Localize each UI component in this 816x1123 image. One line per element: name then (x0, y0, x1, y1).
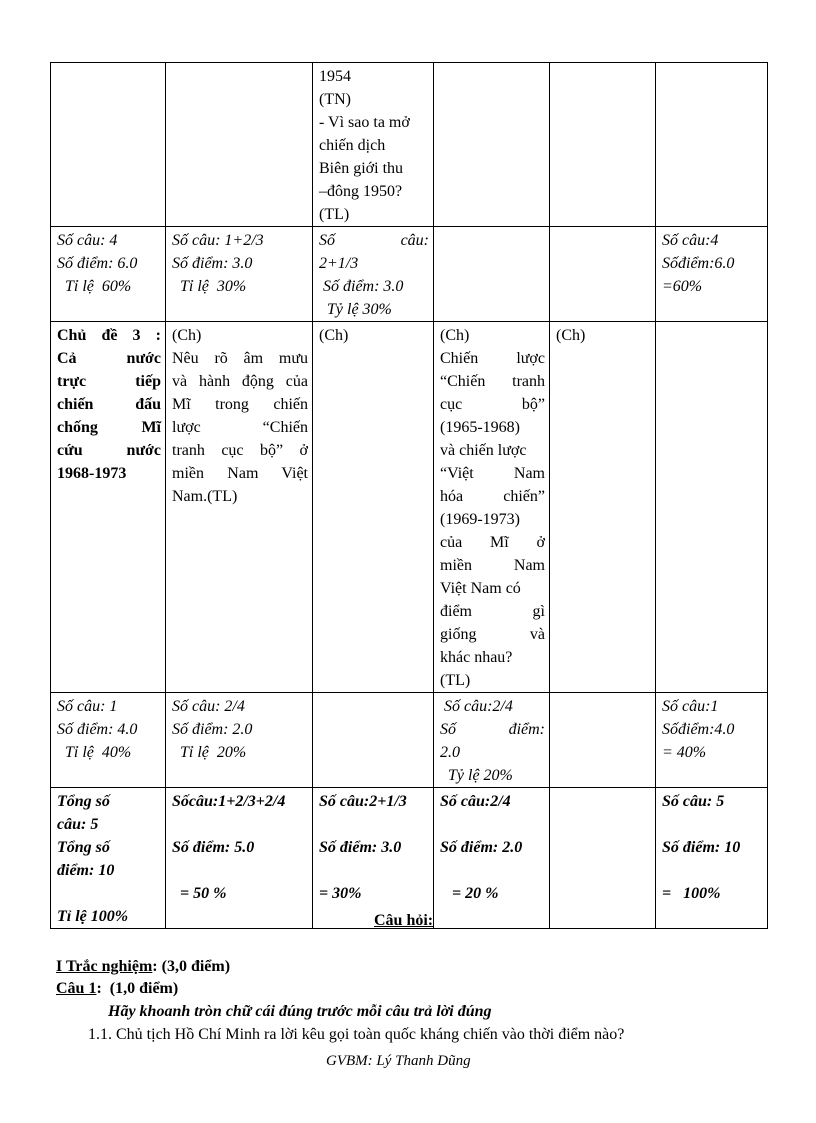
text-line: =60% (662, 278, 703, 295)
cell-summary-van-dung-thap (434, 227, 550, 322)
cell-summary-topic (51, 227, 166, 322)
text-line: (Ch) (319, 327, 349, 344)
text-line: (Ch) (556, 327, 586, 344)
cell-total-nhan-biet (166, 788, 313, 929)
text-line: lược “Chiến (172, 419, 308, 436)
spacer (319, 859, 429, 882)
question-1-label: Câu 1 (56, 980, 97, 997)
text-line: Số câu: (319, 232, 429, 249)
text-line: Số câu: 5 (662, 793, 725, 810)
cell-cong (656, 63, 768, 227)
text-line: khác nhau? (440, 649, 513, 666)
text-line: Số câu: 4 (57, 232, 118, 249)
text-line: 2+1/3 (319, 255, 359, 272)
text-line: (1969-1973) (440, 511, 520, 528)
question-1-instruction: Hãy khoanh tròn chữ cái đúng trước mỗi câu trả lời đúng (108, 1003, 492, 1020)
text-line: = 100% (662, 885, 721, 902)
cell-topic-3-cong (656, 322, 768, 693)
cell-thong-hieu (313, 63, 434, 227)
text-line: tranh cục bộ” ở (172, 442, 308, 459)
text-line: Chiến lược (440, 350, 545, 367)
text-line: Nêu rõ âm mưu (172, 350, 308, 367)
text-line: Số điểm: 6.0 (57, 255, 138, 272)
text-line: = 20 % (440, 885, 499, 902)
text-line: Số điểm: 4.0 (57, 721, 138, 738)
text-line: “Việt Nam (440, 465, 545, 482)
cell-summary-topic (51, 693, 166, 788)
text-line: Số câu: 1+2/3 (172, 232, 264, 249)
text-line: “Chiến tranh (440, 373, 545, 390)
text-line: Sốđiểm:6.0 (662, 255, 735, 272)
cell-nhan-biet (166, 63, 313, 227)
cell-total-van-dung-thap (434, 788, 550, 929)
cell-topic-3-title (51, 322, 166, 693)
text-line: Số câu: 2/4 (172, 698, 245, 715)
text-line: điểm: 10 (57, 862, 115, 879)
cell-summary-van-dung-cao (550, 227, 656, 322)
text-line: Số câu:2/4 (440, 793, 511, 810)
cell-topic (51, 63, 166, 227)
spacer (662, 813, 763, 836)
text-line: Cả nước (57, 350, 161, 367)
section-1-title-underlined: I Trắc nghiệm (56, 958, 153, 975)
text-line: Tỉ lệ 20% (172, 744, 247, 761)
table-row-continuation (51, 63, 768, 227)
cell-summary-van-dung-thap (434, 693, 550, 788)
text-line: cứu nước (57, 442, 161, 459)
spacer (662, 859, 763, 882)
spacer (172, 813, 308, 836)
text-line: (TN) (319, 91, 351, 108)
text-line: Số câu:2+1/3 (319, 793, 407, 810)
text-line: chống Mĩ (57, 419, 161, 436)
questions-heading: Câu hỏi: (374, 912, 434, 929)
footer-author: GVBM: Lý Thanh Dũng (326, 1053, 471, 1069)
cell-topic-3-nhan-biet (166, 322, 313, 693)
text-line: (1965-1968) (440, 419, 520, 436)
cell-summary-van-dung-cao (550, 693, 656, 788)
section-1-title (56, 958, 230, 976)
text-line: trực tiếp (57, 373, 161, 390)
cell-topic-3-van-dung-thap (434, 322, 550, 693)
cell-van-dung-thap (434, 63, 550, 227)
text-line: Số câu:2/4 (440, 698, 513, 715)
text-line: 2.0 (440, 744, 460, 761)
text-line: Tỉ lệ 40% (57, 744, 132, 761)
text-line: chiến dịch (319, 137, 386, 154)
text-line: Số điểm: (440, 721, 545, 738)
cell-summary-thong-hieu (313, 227, 434, 322)
text-line: (Ch) (440, 327, 470, 344)
text-line: = 50 % (172, 885, 227, 902)
text-line: giống và (440, 626, 545, 643)
text-line: Số câu:1 (662, 698, 719, 715)
question-1-points: : (1,0 điểm) (96, 980, 179, 997)
text-line: Tỷ lệ 20% (440, 767, 513, 784)
text-line: miền Nam (440, 557, 545, 574)
table-row-summary (51, 693, 768, 788)
text-line: Tổng số (57, 793, 110, 810)
text-line: Tổng số (57, 839, 110, 856)
text-line: - Vì sao ta mở (319, 114, 410, 131)
cell-summary-thong-hieu (313, 693, 434, 788)
cell-summary-cong (656, 227, 768, 322)
cell-summary-nhan-biet (166, 227, 313, 322)
text-line: Sốcâu:1+2/3+2/4 (172, 793, 286, 810)
text-line: 1954 (319, 68, 351, 85)
cell-total-thong-hieu (313, 788, 434, 929)
cell-van-dung-cao (550, 63, 656, 227)
text-line: = 30% (319, 885, 362, 902)
table-row-topic-3 (51, 322, 768, 693)
text-line: Nam.(TL) (172, 488, 238, 505)
text-line: Việt Nam có (440, 580, 521, 597)
text-line: Số điểm: 5.0 (172, 839, 255, 856)
text-line: của Mĩ ở (440, 534, 545, 551)
text-line: –đông 1950? (319, 183, 403, 200)
text-line: Số điểm: 2.0 (172, 721, 253, 738)
text-line: điểm gì (440, 603, 545, 620)
spacer (57, 882, 161, 905)
text-line: Số điểm: 2.0 (440, 839, 523, 856)
text-line: (TL) (440, 672, 471, 689)
text-line: (Ch) (172, 327, 202, 344)
cell-total-label (51, 788, 166, 929)
spacer (440, 859, 545, 882)
question-1-title (56, 980, 178, 998)
text-line: hóa chiến” (440, 488, 545, 505)
text-line: câu: 5 (57, 816, 99, 833)
exam-matrix-table (50, 62, 768, 929)
cell-total-van-dung-cao (550, 788, 656, 929)
section-1-title-points: : (3,0 điểm) (152, 958, 231, 975)
text-line: cục bộ” (440, 396, 545, 413)
text-line: = 40% (662, 744, 707, 761)
text-line: miền Nam Việt (172, 465, 308, 482)
spacer (440, 813, 545, 836)
text-line: chiến đấu (57, 396, 161, 413)
text-line: Tỉ lệ 100% (57, 908, 129, 925)
text-line: và hành động của (172, 373, 308, 390)
text-line: Số điểm: 3.0 (319, 839, 402, 856)
text-line: Số câu: 1 (57, 698, 118, 715)
cell-summary-nhan-biet (166, 693, 313, 788)
text-line: (TL) (319, 206, 350, 223)
cell-topic-3-thong-hieu (313, 322, 434, 693)
question-1-1-text: 1.1. Chủ tịch Hồ Chí Minh ra lời kêu gọi toàn quốc kháng chiến vào thời điểm nào? (88, 1026, 625, 1043)
text-line: Số điểm: 3.0 (319, 278, 404, 295)
spacer (172, 859, 308, 882)
text-line: và chiến lược (440, 442, 527, 459)
text-line: Mĩ trong chiến (172, 396, 308, 413)
text-line: Biên giới thu (319, 160, 404, 177)
spacer (319, 813, 429, 836)
table-row-total (51, 788, 768, 929)
text-line: Tỉ lệ 30% (172, 278, 247, 295)
cell-total-cong (656, 788, 768, 929)
cell-topic-3-van-dung-cao (550, 322, 656, 693)
text-line: Sốđiểm:4.0 (662, 721, 735, 738)
text-line: Số điểm: 3.0 (172, 255, 253, 272)
text-line: Tỷ lệ 30% (319, 301, 392, 318)
table-row-summary (51, 227, 768, 322)
text-line: 1968-1973 (57, 465, 127, 482)
text-line: Chủ đề 3 : (57, 327, 161, 344)
text-line: Số điểm: 10 (662, 839, 741, 856)
text-line: Tỉ lệ 60% (57, 278, 132, 295)
cell-summary-cong (656, 693, 768, 788)
text-line: Số câu:4 (662, 232, 719, 249)
